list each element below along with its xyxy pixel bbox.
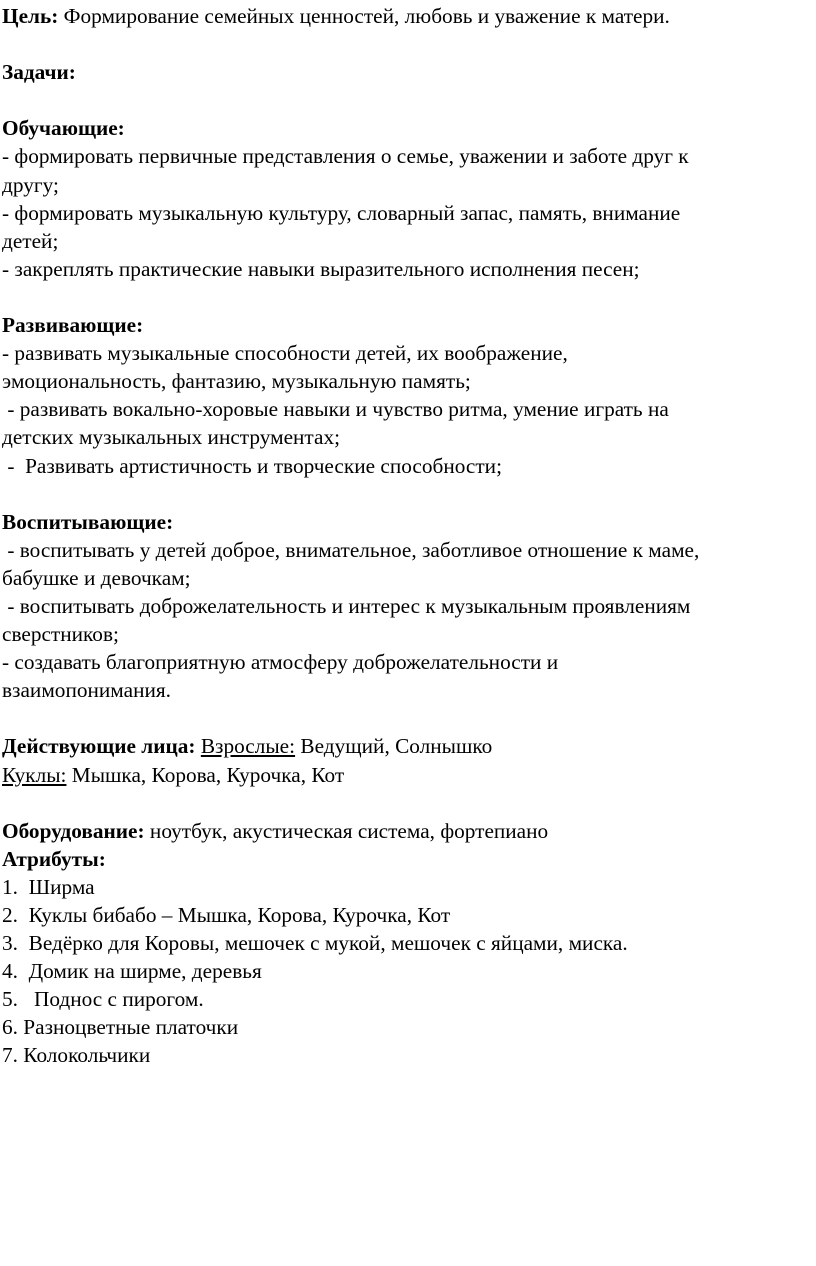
teaching-line: детей; <box>2 228 59 253</box>
upbringing-line: - воспитывать доброжелательность и интерес к музыкальным проявлениям <box>2 593 691 618</box>
adults-text: Ведущий, Солнышко <box>295 734 493 759</box>
attribute-item: 6. Разноцветные платочки <box>2 1015 239 1040</box>
teaching-line: - формировать музыкальную культуру, словарный запас, память, внимание <box>2 200 681 225</box>
adults-label: Взрослые: <box>200 734 296 759</box>
developing-line: - Развивать артистичность и творческие способности; <box>2 453 502 478</box>
developing-line: эмоциональность, фантазию, музыкальную память; <box>2 369 471 394</box>
teaching-line: другу; <box>2 172 59 197</box>
equipment-label: Оборудование: <box>2 818 145 843</box>
puppets-label: Куклы: <box>2 762 67 787</box>
puppets-line <box>2 761 816 789</box>
upbringing-line: - создавать благоприятную атмосферу доброжелательности и <box>2 650 559 675</box>
spacer <box>2 789 816 817</box>
upbringing-line: бабушке и девочкам; <box>2 565 191 590</box>
attribute-item: 4. Домик на ширме, деревья <box>2 959 262 984</box>
equipment-line <box>2 817 816 845</box>
spacer <box>2 86 816 114</box>
goal-text: Формирование семейных ценностей, любовь и уважение к матери. <box>58 4 670 28</box>
equipment-text: ноутбук, акустическая система, фортепиано <box>144 818 549 843</box>
spacer <box>2 480 816 508</box>
spacer <box>2 30 816 58</box>
developing-line: - развивать музыкальные способности детей, их воображение, <box>2 341 568 366</box>
developing-line: - развивать вокально-хоровые навыки и чувство ритма, умение играть на <box>2 397 669 422</box>
goal-label: Цель: <box>2 4 59 28</box>
teaching-line: - формировать первичные представления о семье, уважении и заботе друг к <box>2 144 689 169</box>
attribute-item: 7. Колокольчики <box>2 1043 151 1068</box>
tasks-heading: Задачи: <box>2 60 76 85</box>
upbringing-line: взаимопонимания. <box>2 678 171 703</box>
puppets-text: Мышка, Корова, Курочка, Кот <box>66 762 345 787</box>
developing-heading: Развивающие: <box>2 313 144 338</box>
goal-line <box>2 2 816 30</box>
spacer <box>2 704 816 732</box>
teaching-line: - закреплять практические навыки выразительного исполнения песен; <box>2 256 640 281</box>
attribute-item: 2. Куклы бибабо – Мышка, Корова, Курочка, Кот <box>2 903 451 927</box>
attribute-item: 3. Ведёрко для Коровы, мешочек с мукой, мешочек с яйцами, миска. <box>2 931 628 956</box>
upbringing-line: - воспитывать у детей доброе, внимательное, заботливое отношение к маме, <box>2 537 700 562</box>
characters-label: Действующие лица: <box>2 734 196 759</box>
spacer <box>2 283 816 311</box>
attributes-heading: Атрибуты: <box>2 846 106 871</box>
attribute-item: 5. Поднос с пирогом. <box>2 987 204 1012</box>
upbringing-heading: Воспитывающие: <box>2 509 174 534</box>
characters-line <box>2 732 816 760</box>
attribute-item: 1. Ширма <box>2 874 95 899</box>
teaching-heading: Обучающие: <box>2 116 125 141</box>
upbringing-line: сверстников; <box>2 622 119 647</box>
developing-line: детских музыкальных инструментах; <box>2 425 341 450</box>
